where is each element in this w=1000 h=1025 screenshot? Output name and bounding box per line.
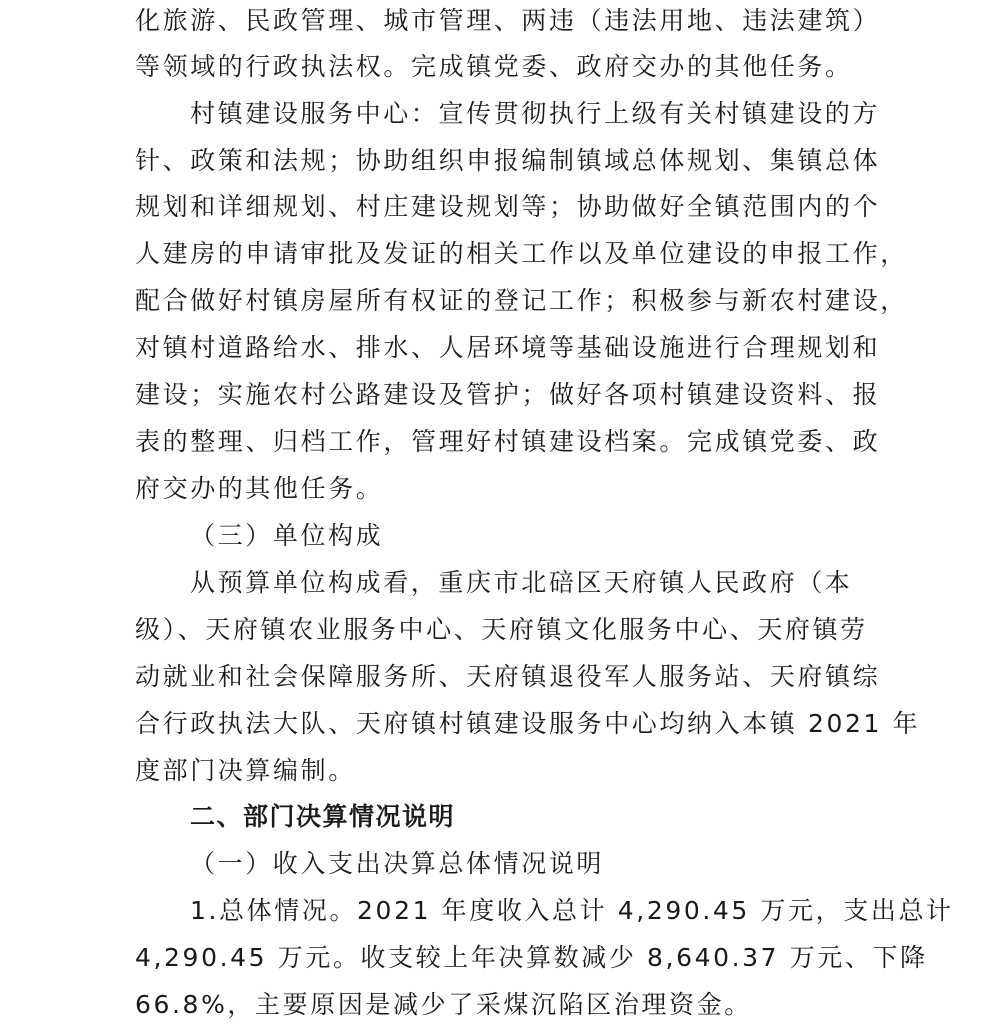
text-line: 表的整理、归档工作，管理好村镇建设档案。完成镇党委、政 (135, 427, 881, 456)
text-line: 化旅游、民政管理、城市管理、两违（违法用地、违法建筑） (135, 6, 881, 35)
text-line: 规划和详细规划、村庄建设规划等；协助做好全镇范围内的个 (135, 192, 881, 221)
text-line: 动就业和社会保障服务所、天府镇退役军人服务站、天府镇综 (135, 662, 881, 691)
section-heading: 二、部门决算情况说明 (190, 802, 456, 831)
text-line: 村镇建设服务中心：宣传贯彻执行上级有关村镇建设的方 (190, 99, 881, 128)
text-line: 建设；实施农村公路建设及管护；做好各项村镇建设资料、报 (135, 380, 881, 409)
subsection-heading: （三）单位构成 (190, 521, 384, 550)
text-line: 对镇村道路给水、排水、人居环境等基础设施进行合理规划和 (135, 333, 881, 362)
text-line: 配合做好村镇房屋所有权证的登记工作；积极参与新农村建设， (135, 286, 908, 315)
text-line: 府交办的其他任务。 (135, 474, 384, 503)
text-line: 1.总体情况。2021 年度收入总计 4,290.45 万元，支出总计 (190, 896, 954, 925)
text-line: 66.8%，主要原因是减少了采煤沉陷区治理资金。 (135, 990, 752, 1019)
text-line: 度部门决算编制。 (135, 756, 356, 785)
text-line: 从预算单位构成看，重庆市北碚区天府镇人民政府（本 (190, 568, 853, 597)
text-line: 针、政策和法规；协助组织申报编制镇域总体规划、集镇总体 (135, 146, 881, 175)
text-line: 4,290.45 万元。收支较上年决算数减少 8,640.37 万元、下降 (135, 943, 928, 972)
text-line: 合行政执法大队、天府镇村镇建设服务中心均纳入本镇 2021 年 (135, 709, 921, 738)
text-line: 级）、天府镇农业服务中心、天府镇文化服务中心、天府镇劳 (135, 615, 868, 644)
text-line: 等领域的行政执法权。完成镇党委、政府交办的其他任务。 (135, 52, 853, 81)
text-line: 人建房的申请审批及发证的相关工作以及单位建设的申报工作， (135, 239, 908, 268)
subsection-heading: （一）收入支出决算总体情况说明 (190, 849, 605, 878)
